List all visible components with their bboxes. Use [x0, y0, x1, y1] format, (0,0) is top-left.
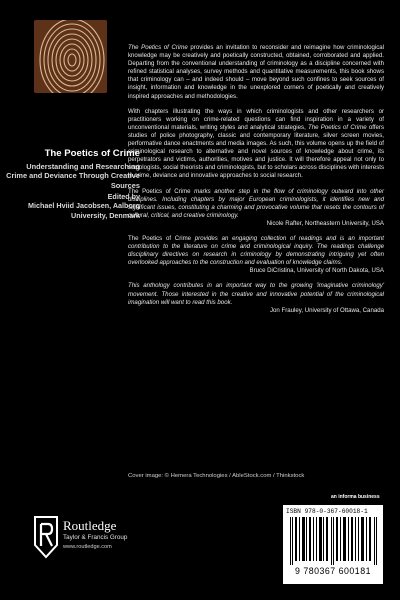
barcode-number: 9 780367 600181 [295, 566, 371, 576]
review-1-title: The Poetics of Crime [128, 187, 191, 195]
blurb-text-1: provides an invitation to reconsider and reimagine how criminological knowledge may be creatively and poetically constructed, obtained, corroborated and applied. Departing from the conventional understanding of criminology as a discipline concerned with refined statistical analyses, survey methods and quantitative measurements, this book shows that criminology can – and indeed should – move beyond such confines to seek sources of insight, information and knowledge in the unexplored corners of poetically and creatively inspired approaches and methodologies. [128, 44, 384, 100]
informa-label: an informa business [331, 494, 380, 500]
cover-image-credit: Cover image: © Hemera Technologies / AbleStock.com / Thinkstock [128, 473, 305, 479]
publisher-url[interactable]: www.routledge.com [63, 544, 112, 550]
review-1-text: marks another step in the flow of criminology outward into other disciplines. Including chapters by major European criminologists, it identifies new and significant issues, constituting a charming and provocative volume that resets the contours of cultural, critical, and creative criminology. [128, 187, 384, 219]
barcode-icon [290, 517, 378, 565]
review-2-text: provides an engaging collection of readings and is an important contribution to the literature on crime and criminological inquiry. The readings challenge disciplinary directives on research in criminology by demonstrating intriguing yet often overlooked approaches to the construction and evaluation of knowledge claims. [128, 234, 384, 267]
review-2-title: The Poetics of Crime [128, 234, 192, 242]
isbn-text: ISBN 978-0-367-60018-1 [286, 508, 368, 515]
left-title-block [6, 148, 140, 220]
book-title: The Poetics of Crime [44, 148, 140, 159]
publisher-group: Taylor & Francis Group [63, 534, 128, 541]
publisher-name: Routledge [63, 518, 117, 533]
review-quote-1 [128, 188, 384, 228]
blurb-text-2c: offers studies of police photography, classic and contemporary literature, silver screen movies, performative dance enactments and media images. As such, this volume opens up the field of criminological research to alternative and novel sources of knowledge about crime, its perpetrators and victims, authorities, motives and justice. It will therefore appeal not only to sociologists, social theorists and criminologists, but to scholars across disciplines with interests in crime, deviance and innovative approaches to social research. [128, 123, 384, 180]
blurb-title-ref-2: The Poetics of Crime [308, 123, 367, 131]
blurb-paragraph-1 [128, 44, 384, 101]
blurb-title-ref: The Poetics of Crime [128, 44, 188, 51]
review-1-author: Nicole Rafter, Northeastern University, USA [266, 219, 384, 227]
review-3-author: Jon Frauley, University of Ottawa, Canada [269, 306, 384, 314]
blurb-text-2a: With chapters illustrating the ways in which criminologists and other researchers or practitioners working on crime-related questions can find inspiration in a variety of unconventional materials, writing styles and analytical strategies, [128, 107, 384, 131]
blurb-paragraph-2 [128, 108, 384, 181]
review-3-text: This anthology contributes in an important way to the growing 'imaginative criminology' movement. Those interested in the creative and innovative potential of the criminological imagination will want to read this book. [128, 282, 384, 306]
routledge-logo-icon [33, 515, 59, 559]
review-quote-2 [128, 235, 384, 275]
edited-by-label: Edited by [107, 192, 140, 202]
book-subtitle: Understanding and Researching Crime and Deviance Through Creative Sources [6, 162, 140, 190]
editor-name: Michael Hviid Jacobsen, Aalborg University, Denmark [28, 201, 140, 220]
review-quote-3 [128, 282, 384, 314]
back-cover-text [128, 44, 384, 322]
fingerprint-image [34, 20, 107, 93]
review-2-author: Bruce DiCristina, University of North Dakota, USA [249, 267, 384, 275]
